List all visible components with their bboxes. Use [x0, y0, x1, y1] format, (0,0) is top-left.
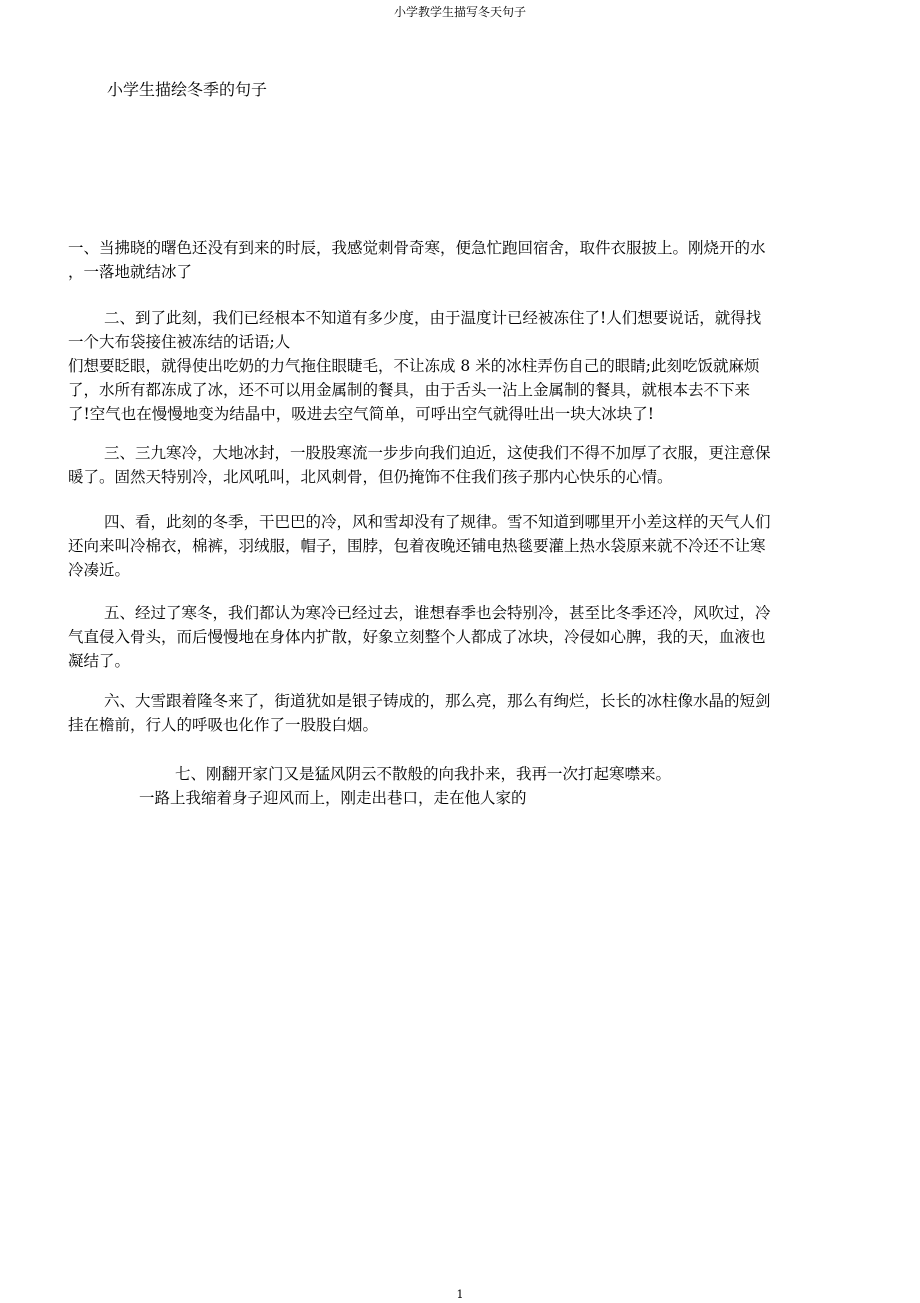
paragraph-line: ，一落地就结冰了 [68, 263, 193, 281]
document-title: 小学生描绘冬季的句子 [107, 80, 268, 99]
paragraph-line: 二、到了此刻，我们已经根本不知道有多少度，由于温度计已经被冻住了!人们想要说话，就得找 [104, 309, 762, 327]
paragraph-line: 六、大雪跟着隆冬来了，街道犹如是银子铸成的，那么亮，那么有绚烂，长长的冰柱像水晶的短剑 [104, 692, 771, 710]
paragraph-line: 们想要眨眼，就得使出吃奶的力气拖住眼睫毛，不让冻成 8 米的冰柱弄伤自己的眼睛;此刻吃饭就麻烦 [68, 357, 760, 375]
paragraph-line: 五、经过了寒冬，我们都认为寒冷已经过去，谁想春季也会特别冷，甚至比冬季还冷，风吹过，冷 [104, 604, 771, 622]
paragraph-line: 凝结了。 [68, 652, 131, 670]
paragraph-line: 四、看，此刻的冬季，干巴巴的冷，风和雪却没有了规律。雪不知道到哪里开小差这样的天气人们 [104, 513, 771, 531]
paragraph-line: 一路上我缩着身子迎风而上，刚走出巷口，走在他人家的 [139, 789, 527, 807]
page-number: 1 [456, 1288, 464, 1301]
running-header: 小学教学生描写冬天句子 [393, 5, 526, 19]
paragraph-1 [68, 236, 852, 284]
paragraph-2 [68, 306, 852, 426]
paragraph-5 [68, 601, 852, 673]
paragraph-7 [68, 762, 852, 810]
paragraph-line: 七、刚翻开家门又是猛风阴云不散般的向我扑来，我再一次打起寒噤来。 [175, 765, 672, 783]
paragraph-line: 还向来叫冷棉衣，棉裤，羽绒服，帽子，围脖，包着夜晚还铺电热毯要灌上热水袋原来就不冷还不让寒 [68, 537, 766, 555]
paragraph-4 [68, 510, 852, 582]
paragraph-6 [68, 689, 852, 737]
paragraph-line: 三、三九寒冷，大地冰封，一股股寒流一步步向我们迫近，这使我们不得不加厚了衣服，更注意保 [104, 444, 771, 462]
paragraph-line: 冷凑近。 [68, 561, 131, 579]
paragraph-line: 一、当拂晓的曙色还没有到来的时辰，我感觉刺骨奇寒，便急忙跑回宿舍，取件衣服披上。刚烧开的水 [68, 239, 766, 257]
paragraph-line: 了，水所有都冻成了冰，还不可以用金属制的餐具，由于舌头一沾上金属制的餐具，就根本去不下来 [68, 381, 751, 399]
paragraph-line: 了!空气也在慢慢地变为结晶中，吸进去空气简单，可呼出空气就得吐出一块大冰块了! [68, 405, 654, 423]
paragraph-line: 一个大布袋接住被冻结的话语;人 [68, 333, 291, 351]
paragraph-line: 挂在檐前，行人的呼吸也化作了一股股白烟。 [68, 716, 379, 734]
paragraph-3 [68, 441, 852, 489]
paragraph-line: 暖了。固然天特别冷，北风吼叫，北风刺骨，但仍掩饰不住我们孩子那内心快乐的心情。 [68, 468, 673, 486]
paragraph-line: 气直侵入骨头，而后慢慢地在身体内扩散，好象立刻整个人都成了冰块，冷侵如心脾，我的天，血液也 [68, 628, 766, 646]
